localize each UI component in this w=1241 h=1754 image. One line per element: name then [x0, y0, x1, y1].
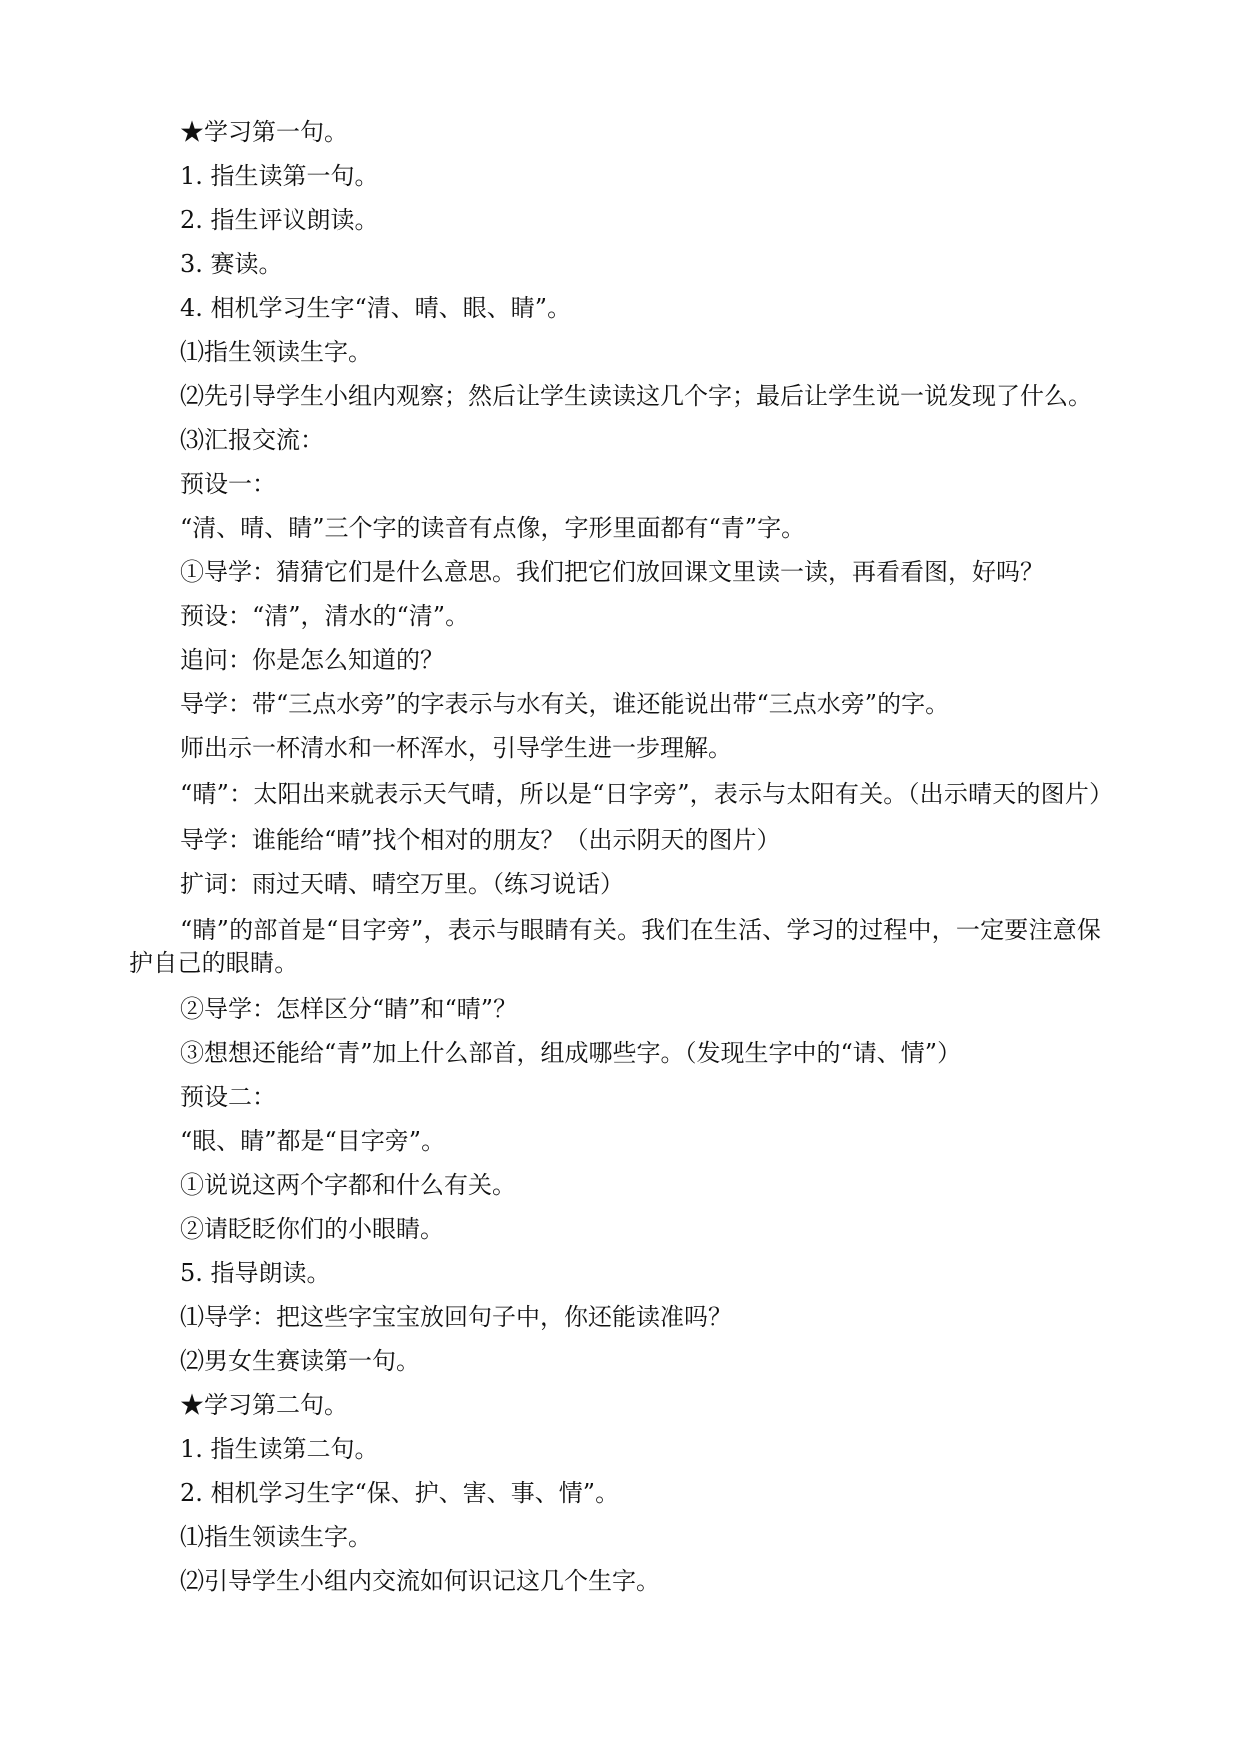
paragraph: 5. 指导朗读。	[180, 1259, 331, 1287]
paragraph: 2. 指生评议朗读。	[180, 206, 379, 234]
paragraph: ①说说这两个字都和什么有关。	[180, 1171, 516, 1199]
paragraph: 师出示一杯清水和一杯浑水，引导学生进一步理解。	[180, 734, 732, 762]
paragraph: 1. 指生读第一句。	[180, 162, 379, 190]
paragraph: ⑶汇报交流：	[180, 426, 324, 454]
paragraph: ②请眨眨你们的小眼睛。	[180, 1215, 444, 1243]
paragraph: ①导学：猜猜它们是什么意思。我们把它们放回课文里读一读，再看看图，好吗？	[180, 558, 1044, 586]
section-heading-first-sentence: ★学习第一句。	[180, 118, 348, 146]
paragraph: “清、晴、睛”三个字的读音有点像，字形里面都有“青”字。	[180, 514, 806, 542]
paragraph: ⑵男女生赛读第一句。	[180, 1347, 420, 1375]
paragraph: ⑵先引导学生小组内观察；然后让学生读读这几个字；最后让学生说一说发现了什么。	[180, 382, 1092, 410]
paragraph: “晴”：太阳出来就表示天气晴，所以是“日字旁”，表示与太阳有关。（出示晴天的图片）	[180, 780, 1114, 808]
lesson-plan-body	[129, 118, 1119, 1596]
paragraph: 扩词：雨过天晴、晴空万里。（练习说话）	[180, 870, 624, 898]
paragraph: 追问：你是怎么知道的？	[180, 646, 444, 674]
paragraph: 预设：“清”，清水的“清”。	[180, 602, 470, 630]
paragraph: 导学：谁能给“晴”找个相对的朋友？（出示阴天的图片）	[180, 826, 781, 854]
paragraph: 2. 相机学习生字“保、护、害、事、情”。	[180, 1479, 620, 1507]
paragraph: “眼、睛”都是“目字旁”。	[180, 1127, 446, 1155]
section-heading-second-sentence: ★学习第二句。	[180, 1391, 348, 1419]
paragraph: 预设二：	[180, 1083, 276, 1111]
paragraph: ⑴指生领读生字。	[180, 338, 372, 366]
paragraph: ⑴指生领读生字。	[180, 1523, 372, 1551]
paragraph: “睛”的部首是“目字旁”，表示与眼睛有关。我们在生活、学习的过程中，一定要注意保护自己的眼睛。	[129, 916, 1102, 977]
paragraph: 3. 赛读。	[180, 250, 283, 278]
paragraph: 4. 相机学习生字“清、晴、眼、睛”。	[180, 294, 572, 322]
paragraph: 1. 指生读第二句。	[180, 1435, 379, 1463]
paragraph: ⑴导学：把这些字宝宝放回句子中，你还能读准吗？	[180, 1303, 732, 1331]
paragraph: ⑵引导学生小组内交流如何识记这几个生字。	[180, 1567, 660, 1595]
paragraph: ③想想还能给“青”加上什么部首，组成哪些字。（发现生字中的“请、情”）	[180, 1039, 962, 1067]
paragraph: ②导学：怎样区分“睛”和“晴”？	[180, 995, 518, 1023]
paragraph: 预设一：	[180, 470, 276, 498]
paragraph: 导学：带“三点水旁”的字表示与水有关，谁还能说出带“三点水旁”的字。	[180, 690, 950, 718]
